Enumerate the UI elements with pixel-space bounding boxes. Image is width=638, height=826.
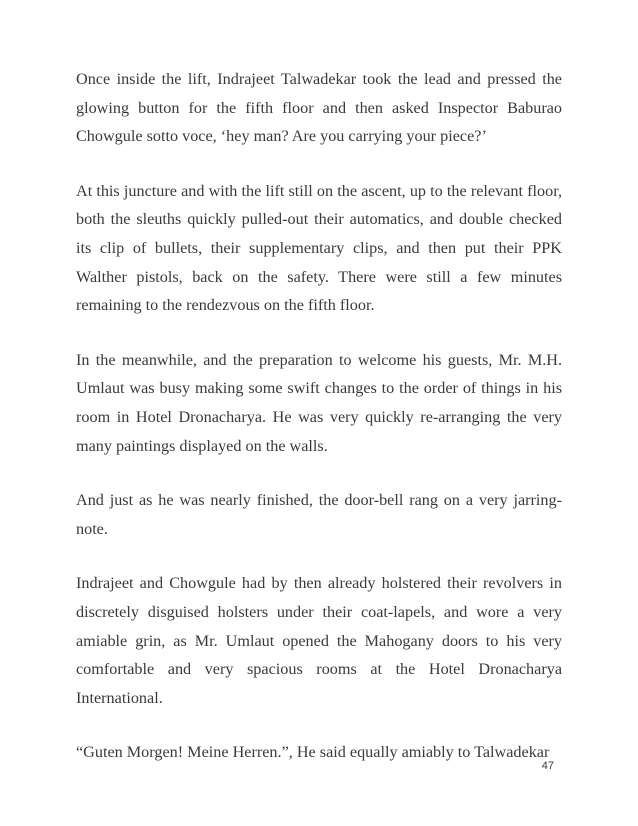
page-number: 47 xyxy=(541,760,554,772)
paragraph-2: At this juncture and with the lift still on the ascent, up to the relevant floor, both the sleuths quickly pulled-out their automatics, and double checked its clip of bullets, their supplementary clips, and then put their PPK Walther pistols, back on the safety. There were still a few minutes remaining to the rendezvous on the fifth floor. xyxy=(76,181,562,315)
paragraph-4: And just as he was nearly finished, the door-bell rang on a very jarring-note. xyxy=(76,491,562,538)
paragraph-1: Once inside the lift, Indrajeet Talwadekar took the lead and pressed the glowing button for the fifth floor and then asked Inspector Baburao Chowgule sotto voce, ‘hey man? Are you carrying your piece?’ xyxy=(76,70,562,146)
paragraph-3: In the meanwhile, and the preparation to welcome his guests, Mr. M.H. Umlaut was busy making some swift changes to the order of things in his room in Hotel Dronacharya. He was very quickly re-arranging the very many paintings displayed on the walls. xyxy=(76,350,562,455)
body-text xyxy=(76,65,562,793)
paragraph-6: “Guten Morgen! Meine Herren.”, He said equally amiably to Talwadekar xyxy=(76,743,550,762)
paragraph-5: Indrajeet and Chowgule had by then already holstered their revolvers in discretely disguised holsters under their coat-lapels, and wore a very amiable grin, as Mr. Umlaut opened the Mahogany doors to his very comfortable and very spacious rooms at the Hotel Dronacharya International. xyxy=(76,574,562,707)
